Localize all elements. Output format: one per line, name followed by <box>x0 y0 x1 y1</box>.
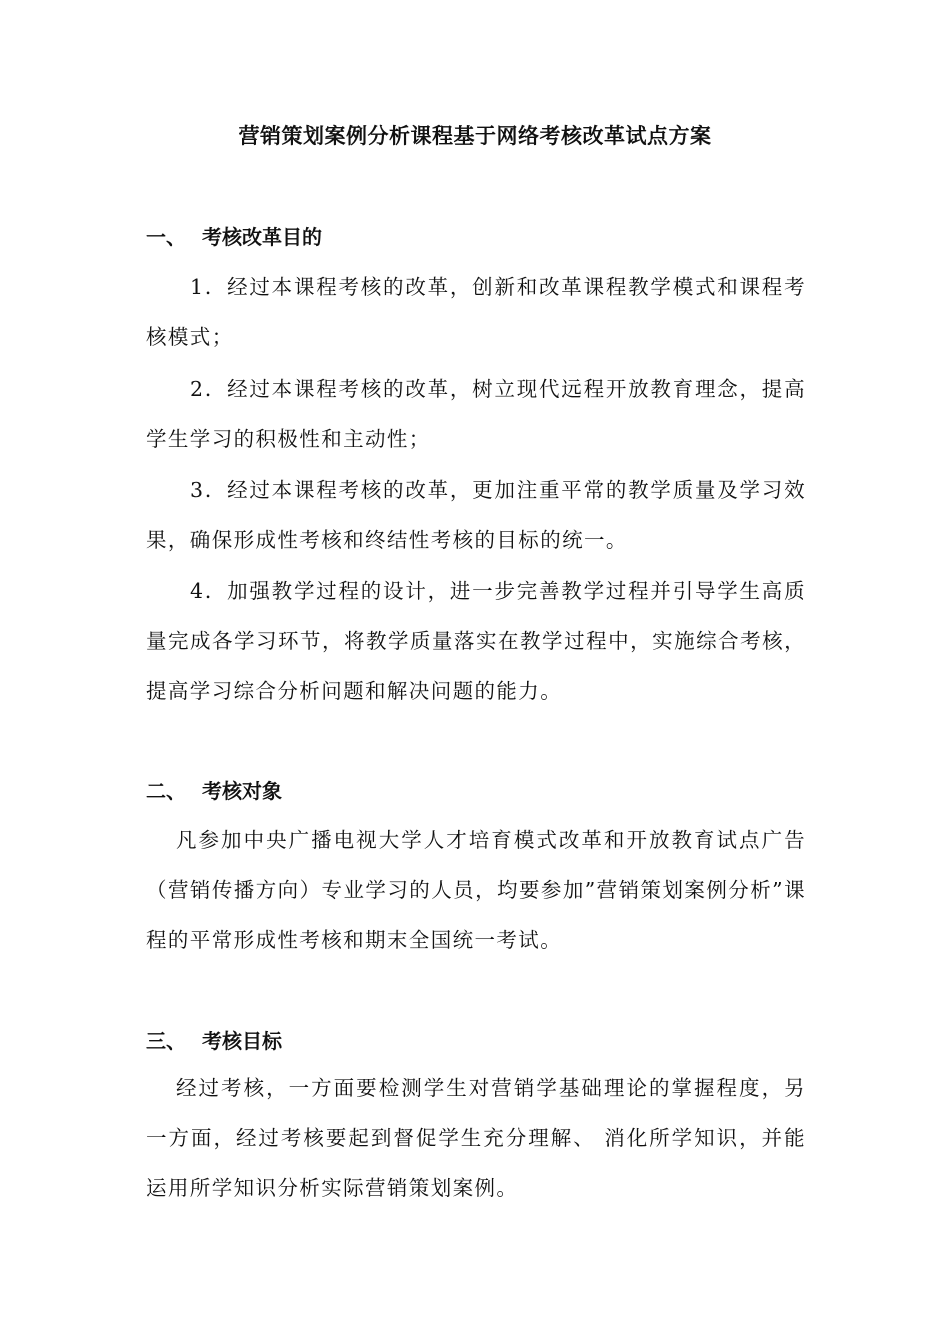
section-1-paragraph-1: 1．经过本课程考核的改革，创新和改革课程教学模式和课程考核模式； <box>146 275 806 349</box>
section-2-paragraph-1: 凡参加中央广播电视大学人才培育模式改革和开放教育试点广告（营销传播方向）专业学习的人员，均要参加”营销策划案例分析”课程的平常形成性考核和期末全国统一考试。 <box>146 828 806 952</box>
section-heading-1 <box>146 222 806 252</box>
section-1-paragraph-3: 3．经过本课程考核的改革，更加注重平常的教学质量及学习效果，确保形成性考核和终结性考核的目标的统一。 <box>146 478 806 552</box>
document-title: 营销策划案例分析课程基于网络考核改革试点方案 <box>238 124 712 148</box>
section-title-3: 考核目标 <box>202 1029 282 1053</box>
section-title-2: 考核对象 <box>202 779 282 803</box>
section-heading-2 <box>146 776 806 806</box>
section-3-paragraph-1: 经过考核，一方面要检测学生对营销学基础理论的掌握程度，另一方面，经过考核要起到督促学生充分理解、 消化所学知识，并能运用所学知识分析实际营销策划案例。 <box>146 1076 806 1200</box>
section-number-1: 一、 <box>146 225 186 249</box>
section-number-3: 三、 <box>146 1029 186 1053</box>
section-title-1: 考核改革目的 <box>202 225 322 249</box>
section-number-2: 二、 <box>146 779 186 803</box>
section-1-paragraph-4: 4．加强教学过程的设计，进一步完善教学过程并引导学生高质量完成各学习环节，将教学质量落实在教学过程中，实施综合考核，提高学习综合分析问题和解决问题的能力。 <box>146 579 806 703</box>
section-heading-3 <box>146 1026 806 1056</box>
section-1-paragraph-2: 2．经过本课程考核的改革，树立现代远程开放教育理念，提高学生学习的积极性和主动性； <box>146 377 806 451</box>
